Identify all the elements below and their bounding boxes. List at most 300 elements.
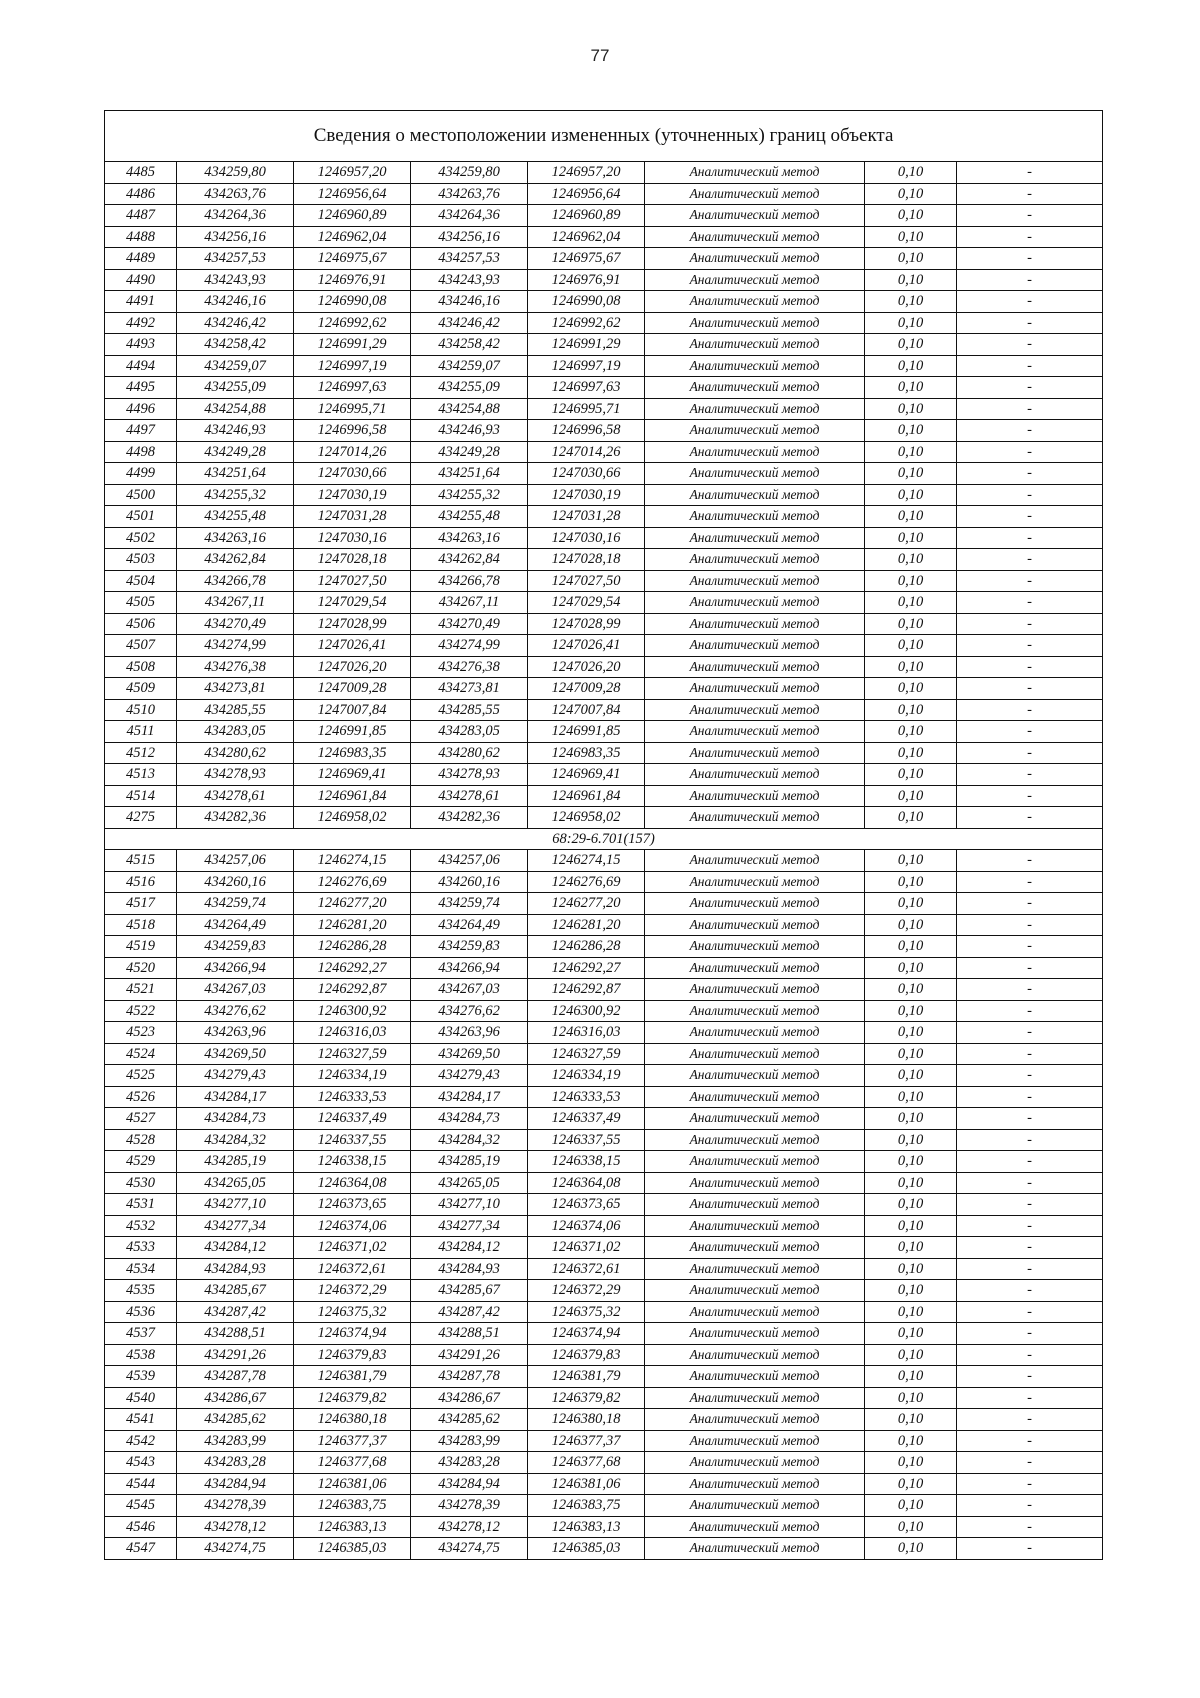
cell-accuracy: 0,10 (865, 656, 957, 678)
cell-y-new: 1246377,68 (528, 1452, 645, 1474)
cell-x-existing: 434263,16 (177, 527, 294, 549)
cell-method: Аналитический метод (645, 871, 865, 893)
cell-method: Аналитический метод (645, 1366, 865, 1388)
table-row (105, 1516, 1103, 1538)
cell-y-existing: 1246292,27 (294, 957, 411, 979)
cell-x-new: 434283,99 (411, 1430, 528, 1452)
cell-note: - (957, 1516, 1103, 1538)
cell-accuracy: 0,10 (865, 377, 957, 399)
cell-point-number: 4524 (105, 1043, 177, 1065)
cell-accuracy: 0,10 (865, 1043, 957, 1065)
cell-x-new: 434284,17 (411, 1086, 528, 1108)
cell-method: Аналитический метод (645, 1538, 865, 1560)
cell-x-existing: 434263,76 (177, 183, 294, 205)
cell-y-existing: 1246276,69 (294, 871, 411, 893)
cell-y-existing: 1247028,18 (294, 549, 411, 571)
table-row (105, 850, 1103, 872)
cell-method: Аналитический метод (645, 1000, 865, 1022)
cell-x-new: 434260,16 (411, 871, 528, 893)
cell-x-new: 434274,99 (411, 635, 528, 657)
cell-accuracy: 0,10 (865, 527, 957, 549)
cell-x-existing: 434246,16 (177, 291, 294, 313)
cell-accuracy: 0,10 (865, 764, 957, 786)
cell-x-new: 434249,28 (411, 441, 528, 463)
cell-accuracy: 0,10 (865, 312, 957, 334)
table-row (105, 1323, 1103, 1345)
cell-note: - (957, 248, 1103, 270)
cell-x-new: 434269,50 (411, 1043, 528, 1065)
cell-note: - (957, 291, 1103, 313)
cell-x-new: 434246,93 (411, 420, 528, 442)
section-row (105, 828, 1103, 850)
table-row (105, 678, 1103, 700)
cell-accuracy: 0,10 (865, 1538, 957, 1560)
cell-x-existing: 434276,38 (177, 656, 294, 678)
cell-x-existing: 434288,51 (177, 1323, 294, 1345)
cell-accuracy: 0,10 (865, 1258, 957, 1280)
cell-y-existing: 1246976,91 (294, 269, 411, 291)
cell-point-number: 4505 (105, 592, 177, 614)
cell-method: Аналитический метод (645, 334, 865, 356)
cell-y-new: 1246969,41 (528, 764, 645, 786)
table-row (105, 721, 1103, 743)
cell-method: Аналитический метод (645, 979, 865, 1001)
cell-x-new: 434284,12 (411, 1237, 528, 1259)
cell-x-existing: 434284,32 (177, 1129, 294, 1151)
cell-point-number: 4513 (105, 764, 177, 786)
cell-y-new: 1246996,58 (528, 420, 645, 442)
cell-point-number: 4504 (105, 570, 177, 592)
table-row (105, 592, 1103, 614)
table-row (105, 484, 1103, 506)
cell-method: Аналитический метод (645, 1280, 865, 1302)
cell-y-new: 1246286,28 (528, 936, 645, 958)
cell-method: Аналитический метод (645, 1495, 865, 1517)
cell-x-existing: 434277,10 (177, 1194, 294, 1216)
cell-accuracy: 0,10 (865, 463, 957, 485)
cell-x-new: 434267,11 (411, 592, 528, 614)
cell-x-new: 434259,83 (411, 936, 528, 958)
cell-y-existing: 1246281,20 (294, 914, 411, 936)
cell-note: - (957, 355, 1103, 377)
table-row (105, 1409, 1103, 1431)
cell-note: - (957, 678, 1103, 700)
table-row (105, 549, 1103, 571)
cell-method: Аналитический метод (645, 656, 865, 678)
cell-point-number: 4539 (105, 1366, 177, 1388)
table-row (105, 226, 1103, 248)
cell-note: - (957, 893, 1103, 915)
cell-y-existing: 1246996,58 (294, 420, 411, 442)
cell-accuracy: 0,10 (865, 1430, 957, 1452)
cell-accuracy: 0,10 (865, 785, 957, 807)
cell-accuracy: 0,10 (865, 226, 957, 248)
cell-accuracy: 0,10 (865, 1495, 957, 1517)
cell-y-existing: 1247031,28 (294, 506, 411, 528)
cell-x-existing: 434263,96 (177, 1022, 294, 1044)
cell-y-existing: 1246364,08 (294, 1172, 411, 1194)
table-row (105, 893, 1103, 915)
cell-y-new: 1247026,20 (528, 656, 645, 678)
cell-method: Аналитический метод (645, 699, 865, 721)
cell-accuracy: 0,10 (865, 1387, 957, 1409)
cell-y-existing: 1246374,94 (294, 1323, 411, 1345)
cell-x-new: 434284,93 (411, 1258, 528, 1280)
cell-x-new: 434286,67 (411, 1387, 528, 1409)
cell-y-existing: 1247030,16 (294, 527, 411, 549)
table-row (105, 656, 1103, 678)
cell-y-new: 1246372,29 (528, 1280, 645, 1302)
cell-x-existing: 434264,36 (177, 205, 294, 227)
cell-x-new: 434278,93 (411, 764, 528, 786)
cell-y-existing: 1247007,84 (294, 699, 411, 721)
table-row (105, 506, 1103, 528)
cell-method: Аналитический метод (645, 549, 865, 571)
cell-note: - (957, 226, 1103, 248)
cell-method: Аналитический метод (645, 226, 865, 248)
cell-y-new: 1247028,18 (528, 549, 645, 571)
cell-note: - (957, 506, 1103, 528)
table-row (105, 291, 1103, 313)
cell-x-existing: 434286,67 (177, 1387, 294, 1409)
cell-accuracy: 0,10 (865, 248, 957, 270)
cell-accuracy: 0,10 (865, 1366, 957, 1388)
cell-x-existing: 434251,64 (177, 463, 294, 485)
cell-x-new: 434246,42 (411, 312, 528, 334)
cell-method: Аналитический метод (645, 1194, 865, 1216)
cell-point-number: 4532 (105, 1215, 177, 1237)
cell-y-existing: 1247014,26 (294, 441, 411, 463)
cell-method: Аналитический метод (645, 1301, 865, 1323)
cell-x-existing: 434287,42 (177, 1301, 294, 1323)
cell-y-new: 1246327,59 (528, 1043, 645, 1065)
cell-y-existing: 1247029,54 (294, 592, 411, 614)
cell-method: Аналитический метод (645, 1043, 865, 1065)
cell-accuracy: 0,10 (865, 936, 957, 958)
cell-note: - (957, 613, 1103, 635)
cell-method: Аналитический метод (645, 936, 865, 958)
cell-x-existing: 434274,99 (177, 635, 294, 657)
cell-point-number: 4530 (105, 1172, 177, 1194)
cell-x-new: 434243,93 (411, 269, 528, 291)
cell-y-new: 1246337,49 (528, 1108, 645, 1130)
cell-note: - (957, 1301, 1103, 1323)
cell-x-new: 434285,62 (411, 1409, 528, 1431)
cell-y-new: 1246300,92 (528, 1000, 645, 1022)
cell-accuracy: 0,10 (865, 592, 957, 614)
cell-point-number: 4541 (105, 1409, 177, 1431)
cell-y-new: 1247028,99 (528, 613, 645, 635)
cell-point-number: 4500 (105, 484, 177, 506)
cell-accuracy: 0,10 (865, 979, 957, 1001)
cell-y-existing: 1246372,29 (294, 1280, 411, 1302)
cell-x-new: 434285,55 (411, 699, 528, 721)
cell-x-existing: 434283,99 (177, 1430, 294, 1452)
cell-note: - (957, 850, 1103, 872)
cell-accuracy: 0,10 (865, 162, 957, 184)
cell-point-number: 4491 (105, 291, 177, 313)
cell-method: Аналитический метод (645, 312, 865, 334)
cell-x-new: 434284,73 (411, 1108, 528, 1130)
cell-x-existing: 434255,09 (177, 377, 294, 399)
table-body (105, 111, 1103, 1560)
cell-y-existing: 1246380,18 (294, 1409, 411, 1431)
cell-x-new: 434264,36 (411, 205, 528, 227)
cell-y-new: 1247009,28 (528, 678, 645, 700)
cell-method: Аналитический метод (645, 807, 865, 829)
cell-x-new: 434277,34 (411, 1215, 528, 1237)
cell-y-new: 1246364,08 (528, 1172, 645, 1194)
cell-point-number: 4503 (105, 549, 177, 571)
cell-x-new: 434276,62 (411, 1000, 528, 1022)
boundary-coordinates-table (104, 110, 1103, 1560)
cell-x-new: 434264,49 (411, 914, 528, 936)
cell-point-number: 4488 (105, 226, 177, 248)
cell-x-new: 434246,16 (411, 291, 528, 313)
table-row (105, 334, 1103, 356)
cell-point-number: 4520 (105, 957, 177, 979)
cell-accuracy: 0,10 (865, 1065, 957, 1087)
cell-x-existing: 434278,93 (177, 764, 294, 786)
cell-note: - (957, 398, 1103, 420)
cell-point-number: 4489 (105, 248, 177, 270)
cell-x-new: 434255,32 (411, 484, 528, 506)
table-row (105, 1366, 1103, 1388)
cell-note: - (957, 1129, 1103, 1151)
cell-y-existing: 1246327,59 (294, 1043, 411, 1065)
cell-x-existing: 434255,48 (177, 506, 294, 528)
cell-x-new: 434258,42 (411, 334, 528, 356)
cell-y-new: 1246956,64 (528, 183, 645, 205)
cell-x-new: 434273,81 (411, 678, 528, 700)
cell-note: - (957, 441, 1103, 463)
cell-method: Аналитический метод (645, 764, 865, 786)
cell-accuracy: 0,10 (865, 1194, 957, 1216)
cell-point-number: 4502 (105, 527, 177, 549)
cell-point-number: 4501 (105, 506, 177, 528)
cell-x-new: 434251,64 (411, 463, 528, 485)
cell-x-new: 434278,39 (411, 1495, 528, 1517)
cell-x-new: 434285,19 (411, 1151, 528, 1173)
cell-point-number: 4522 (105, 1000, 177, 1022)
cell-method: Аналитический метод (645, 1344, 865, 1366)
cell-note: - (957, 1237, 1103, 1259)
cell-note: - (957, 1344, 1103, 1366)
table-row (105, 1344, 1103, 1366)
table-row (105, 1151, 1103, 1173)
cell-y-new: 1246371,02 (528, 1237, 645, 1259)
cell-point-number: 4526 (105, 1086, 177, 1108)
cell-x-existing: 434278,39 (177, 1495, 294, 1517)
cell-y-existing: 1246997,19 (294, 355, 411, 377)
cell-y-existing: 1246333,53 (294, 1086, 411, 1108)
table-row (105, 420, 1103, 442)
cell-y-existing: 1246374,06 (294, 1215, 411, 1237)
cell-y-existing: 1247009,28 (294, 678, 411, 700)
cell-x-existing: 434266,78 (177, 570, 294, 592)
cell-method: Аналитический метод (645, 398, 865, 420)
cell-method: Аналитический метод (645, 162, 865, 184)
cell-note: - (957, 312, 1103, 334)
cell-point-number: 4542 (105, 1430, 177, 1452)
cell-accuracy: 0,10 (865, 1108, 957, 1130)
cell-y-new: 1246975,67 (528, 248, 645, 270)
cell-point-number: 4492 (105, 312, 177, 334)
cell-point-number: 4486 (105, 183, 177, 205)
cell-point-number: 4498 (105, 441, 177, 463)
cell-note: - (957, 205, 1103, 227)
table-row (105, 1495, 1103, 1517)
cell-note: - (957, 1538, 1103, 1560)
cell-x-new: 434283,05 (411, 721, 528, 743)
cell-x-new: 434277,10 (411, 1194, 528, 1216)
cell-x-existing: 434280,62 (177, 742, 294, 764)
table-row (105, 312, 1103, 334)
cell-y-new: 1246292,87 (528, 979, 645, 1001)
cell-x-existing: 434273,81 (177, 678, 294, 700)
cell-accuracy: 0,10 (865, 1409, 957, 1431)
table-row (105, 742, 1103, 764)
cell-x-new: 434266,78 (411, 570, 528, 592)
cell-method: Аналитический метод (645, 893, 865, 915)
cell-x-existing: 434274,75 (177, 1538, 294, 1560)
cell-method: Аналитический метод (645, 291, 865, 313)
cell-y-new: 1247030,19 (528, 484, 645, 506)
cell-x-existing: 434284,93 (177, 1258, 294, 1280)
cell-y-existing: 1246956,64 (294, 183, 411, 205)
cell-x-new: 434287,78 (411, 1366, 528, 1388)
cell-x-new: 434254,88 (411, 398, 528, 420)
table-row (105, 1000, 1103, 1022)
table-row (105, 635, 1103, 657)
cell-method: Аналитический метод (645, 1151, 865, 1173)
cell-accuracy: 0,10 (865, 355, 957, 377)
cell-y-new: 1246372,61 (528, 1258, 645, 1280)
cell-y-new: 1247027,50 (528, 570, 645, 592)
cell-y-new: 1246991,85 (528, 721, 645, 743)
cell-x-new: 434255,09 (411, 377, 528, 399)
table-row (105, 1086, 1103, 1108)
cell-method: Аналитический метод (645, 678, 865, 700)
cell-point-number: 4485 (105, 162, 177, 184)
cell-accuracy: 0,10 (865, 484, 957, 506)
cell-y-existing: 1246975,67 (294, 248, 411, 270)
cell-point-number: 4523 (105, 1022, 177, 1044)
table-row (105, 1043, 1103, 1065)
cell-x-new: 434279,43 (411, 1065, 528, 1087)
cell-point-number: 4544 (105, 1473, 177, 1495)
cell-point-number: 4519 (105, 936, 177, 958)
cell-note: - (957, 656, 1103, 678)
cell-note: - (957, 183, 1103, 205)
cell-point-number: 4515 (105, 850, 177, 872)
cell-x-existing: 434284,73 (177, 1108, 294, 1130)
cell-y-new: 1247014,26 (528, 441, 645, 463)
cell-accuracy: 0,10 (865, 1301, 957, 1323)
cell-note: - (957, 807, 1103, 829)
cell-x-existing: 434282,36 (177, 807, 294, 829)
cell-point-number: 4534 (105, 1258, 177, 1280)
table-row (105, 205, 1103, 227)
cell-x-existing: 434285,19 (177, 1151, 294, 1173)
cell-point-number: 4511 (105, 721, 177, 743)
cell-y-existing: 1246992,62 (294, 312, 411, 334)
cell-y-existing: 1246300,92 (294, 1000, 411, 1022)
cell-point-number: 4543 (105, 1452, 177, 1474)
cell-x-existing: 434259,07 (177, 355, 294, 377)
cell-y-existing: 1246960,89 (294, 205, 411, 227)
cell-y-existing: 1246337,55 (294, 1129, 411, 1151)
cell-y-new: 1246373,65 (528, 1194, 645, 1216)
cell-x-new: 434259,07 (411, 355, 528, 377)
cell-y-new: 1246990,08 (528, 291, 645, 313)
cell-y-new: 1246997,19 (528, 355, 645, 377)
cell-note: - (957, 377, 1103, 399)
cell-point-number: 4518 (105, 914, 177, 936)
table-row (105, 785, 1103, 807)
cell-y-existing: 1246371,02 (294, 1237, 411, 1259)
cell-x-existing: 434246,93 (177, 420, 294, 442)
table-row (105, 914, 1103, 936)
cell-note: - (957, 1043, 1103, 1065)
cell-x-existing: 434243,93 (177, 269, 294, 291)
cell-accuracy: 0,10 (865, 807, 957, 829)
cell-point-number: 4496 (105, 398, 177, 420)
table-row (105, 1194, 1103, 1216)
cell-point-number: 4528 (105, 1129, 177, 1151)
cell-y-new: 1246992,62 (528, 312, 645, 334)
cell-x-existing: 434287,78 (177, 1366, 294, 1388)
cell-x-new: 434288,51 (411, 1323, 528, 1345)
cell-y-new: 1246379,83 (528, 1344, 645, 1366)
cell-point-number: 4533 (105, 1237, 177, 1259)
cell-point-number: 4529 (105, 1151, 177, 1173)
cell-y-existing: 1246292,87 (294, 979, 411, 1001)
cell-x-existing: 434285,55 (177, 699, 294, 721)
cell-y-existing: 1246385,03 (294, 1538, 411, 1560)
cell-method: Аналитический метод (645, 1516, 865, 1538)
cell-y-existing: 1246337,49 (294, 1108, 411, 1130)
cell-y-new: 1246381,79 (528, 1366, 645, 1388)
cell-y-new: 1246957,20 (528, 162, 645, 184)
cell-x-existing: 434284,94 (177, 1473, 294, 1495)
table-row (105, 1108, 1103, 1130)
cell-y-existing: 1246991,85 (294, 721, 411, 743)
cell-point-number: 4275 (105, 807, 177, 829)
cell-accuracy: 0,10 (865, 420, 957, 442)
cell-x-new: 434256,16 (411, 226, 528, 248)
cell-y-new: 1247030,16 (528, 527, 645, 549)
cell-y-existing: 1246373,65 (294, 1194, 411, 1216)
cell-y-new: 1246962,04 (528, 226, 645, 248)
table-row (105, 957, 1103, 979)
cell-y-new: 1246316,03 (528, 1022, 645, 1044)
cell-x-new: 434283,28 (411, 1452, 528, 1474)
cell-y-existing: 1246383,13 (294, 1516, 411, 1538)
cell-point-number: 4517 (105, 893, 177, 915)
cell-accuracy: 0,10 (865, 1215, 957, 1237)
cell-method: Аналитический метод (645, 1473, 865, 1495)
cell-note: - (957, 1280, 1103, 1302)
cell-x-existing: 434266,94 (177, 957, 294, 979)
cell-x-new: 434259,80 (411, 162, 528, 184)
cell-note: - (957, 1473, 1103, 1495)
cell-note: - (957, 527, 1103, 549)
cell-y-existing: 1246286,28 (294, 936, 411, 958)
table-row (105, 1430, 1103, 1452)
cell-y-existing: 1246958,02 (294, 807, 411, 829)
cell-accuracy: 0,10 (865, 721, 957, 743)
